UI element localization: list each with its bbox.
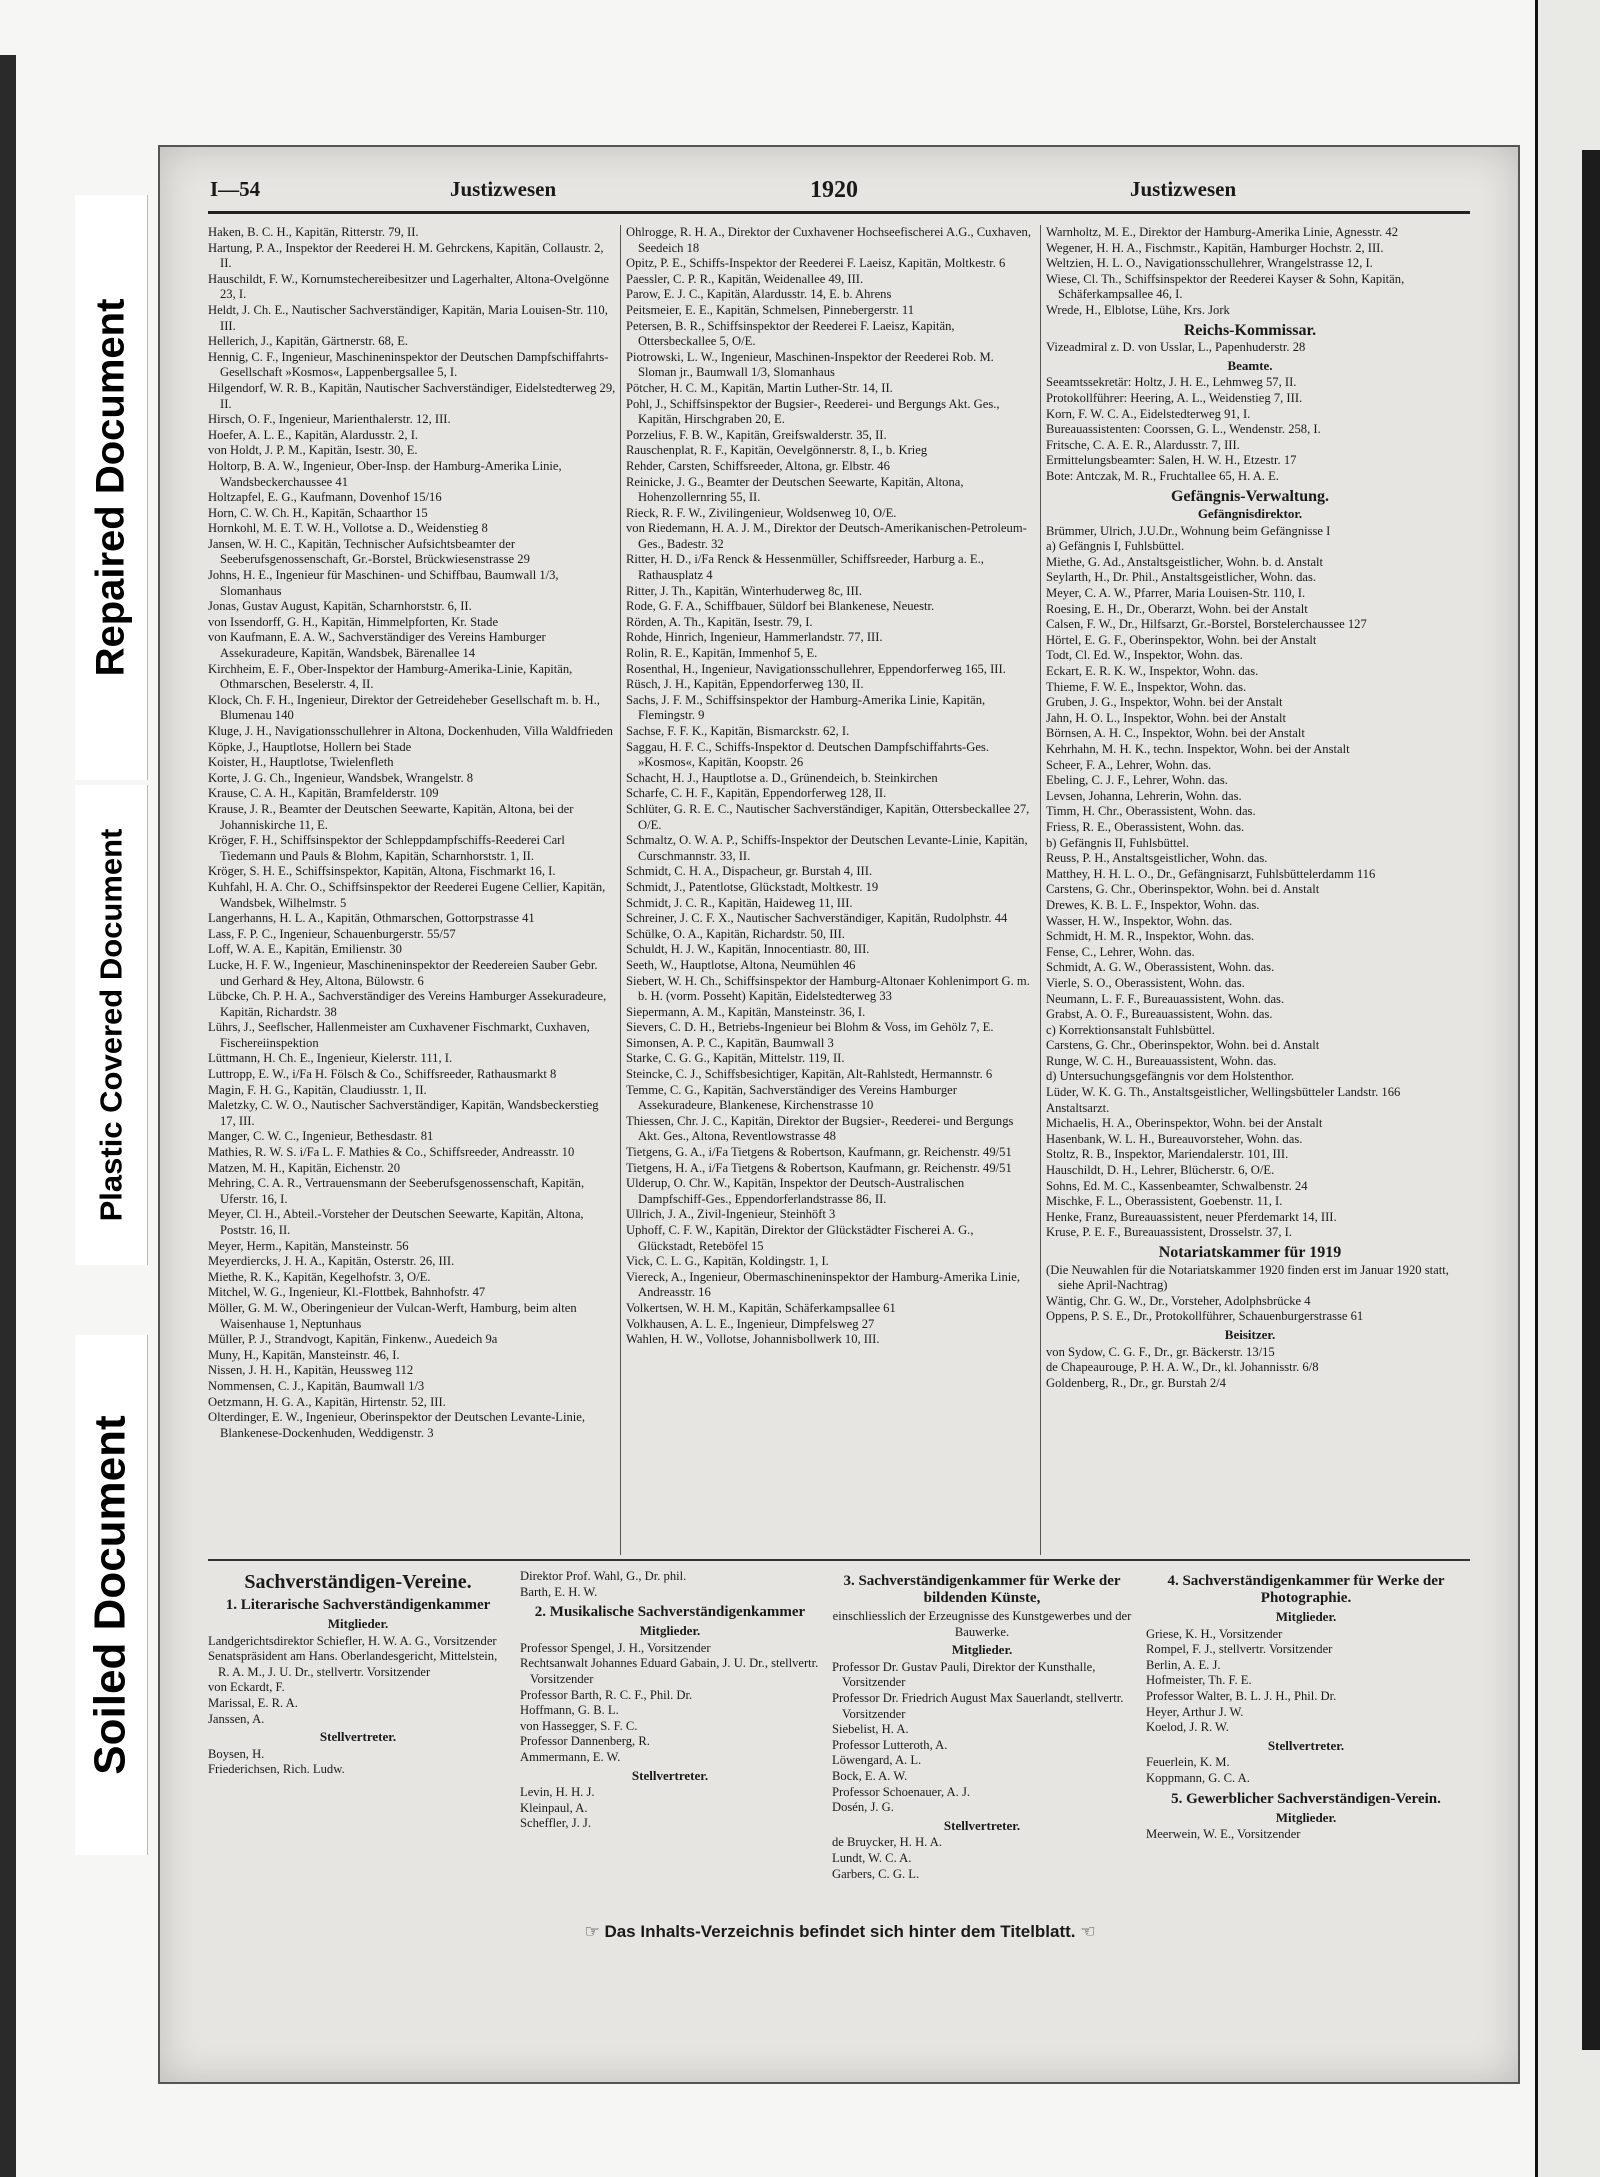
column-divider [620, 225, 621, 1555]
prison-staff-entry: Lüder, W. K. G. Th., Anstaltsgeistlicher, Wellingsbütteler Landstr. 166 [1046, 1085, 1401, 1100]
directory-entry: Kluge, J. H., Navigationsschullehrer in Altona, Dockenhuden, Villa Waldfrieden [208, 724, 613, 738]
member-entry: von Hassegger, S. F. C. [520, 1718, 638, 1733]
prison-staff-entry: Gruben, J. G., Inspektor, Wohn. bei der Anstalt [1046, 695, 1283, 710]
directory-entry: Kröger, S. H. E., Schiffsinspektor, Kapitän, Altona, Fischmarkt 16, I. [208, 864, 556, 879]
directory-entry: Schacht, H. J., Hauptlotse a. D., Grünendeich, b. Steinkirchen [626, 770, 938, 785]
directory-entry: Meyerdiercks, J. H. A., Kapitän, Osterstr. 26, III. [208, 1254, 455, 1269]
directory-entry: Magin, F. H. G., Kapitän, Claudiusstr. 1, II. [208, 1082, 427, 1097]
prison-staff-entry: Carstens, G. Chr., Oberinspektor, Wohn. bei d. Anstalt [1046, 882, 1320, 897]
directory-entry: Schreiner, J. C. F. X., Nautischer Sachverständiger, Kapitän, Rudolphstr. 44 [626, 911, 1008, 926]
directory-entry: Parow, E. J. C., Kapitän, Alardusstr. 14, E. b. Ahrens [626, 287, 892, 302]
deputy-entry: Lundt, W. C. A. [832, 1850, 912, 1865]
directory-entry: Meyer, Cl. H., Abteil.-Vorsteher der Deutschen Seewarte, Kapitän, Altona, Poststr. 16, II. [208, 1207, 584, 1237]
directory-entry: Koister, H., Hauptlotse, Twielenfleth [208, 755, 394, 770]
section-note: einschliesslich der Erzeugnisse des Kunstgewerbes und der Bauwerke. [832, 1609, 1132, 1639]
directory-entry: Wiese, Cl. Th., Schiffsinspektor der Reederei Kayser & Sohn, Kapitän, Schäferkampsallee 46, I. [1046, 271, 1405, 302]
prison-staff-entry: Thieme, F. W. E., Inspektor, Wohn. das. [1046, 679, 1247, 694]
prison-staff-entry: Schmidt, H. M. R., Inspektor, Wohn. das. [1046, 929, 1255, 944]
directory-entry: Vick, C. L. G., Kapitän, Koldingstr. 1, I. [626, 1254, 829, 1269]
directory-entry: Rode, G. F. A., Schiffbauer, Süldorf bei Blankenese, Neuestr. [626, 599, 935, 614]
section-heading: 3. Sachverständigenkammer für Werke der bildenden Künste, [843, 1573, 1121, 1606]
pointing-hand-icon: ☞ [584, 1922, 605, 1941]
scan-edge-left [0, 55, 16, 2177]
header-rule [208, 211, 1470, 214]
notary-entry: Wäntig, Chr. G. W., Dr., Vorsteher, Adolphsbrücke 4 [1046, 1293, 1311, 1308]
directory-entry: Hoefer, A. L. E., Kapitän, Alardusstr. 2, I. [208, 427, 419, 442]
directory-entry: Rolin, R. E., Kapitän, Immenhof 5, E. [626, 646, 818, 661]
tab-repaired-document[interactable] [75, 195, 148, 780]
prison-staff-entry: Vierle, S. O., Oberassistent, Wohn. das. [1046, 975, 1245, 990]
tab-label: Plastic Covered Document [93, 828, 129, 1222]
directory-entry: Holtzapfel, E. G., Kaufmann, Dovenhof 15/16 [208, 490, 442, 505]
directory-entry: Ullrich, J. A., Zivil-Ingenieur, Steinhöft 3 [626, 1207, 836, 1222]
directory-entry: Tietgens, H. A., i/Fa Tietgens & Robertson, Kaufmann, gr. Reichenstr. 49/51 [626, 1160, 1012, 1175]
directory-entry: Ohlrogge, R. H. A., Direktor der Cuxhavener Hochseefischerei A.G., Cuxhaven, Seedeich 18 [626, 225, 1031, 255]
official-entry: Protokollführer: Heering, A. L., Weidenstieg 7, III. [1046, 390, 1303, 405]
directory-entry: Rehder, Carsten, Schiffsreeder, Altona, gr. Elbstr. 46 [626, 458, 890, 473]
member-entry: Professor Dr. Friedrich August Max Sauerlandt, stellvertr. Vorsitzender [832, 1690, 1124, 1721]
deputy-entry: Boysen, H. [208, 1746, 265, 1761]
scan-edge-right-shadow [1582, 150, 1600, 2050]
document-page [158, 145, 1520, 2084]
prison-staff-entry: Roesing, E. H., Dr., Oberarzt, Wohn. bei der Anstalt [1046, 601, 1308, 616]
deputies-heading: Stellvertreter. [1267, 1737, 1345, 1753]
member-entry: Direktor Prof. Wahl, G., Dr. phil. [520, 1569, 687, 1583]
directory-entry: Maletzky, C. W. O., Nautischer Sachverständiger, Kapitän, Wandsbeckerstieg 17, III. [208, 1098, 599, 1128]
beamte-heading: Beamte. [1227, 357, 1273, 373]
directory-entry: Paessler, C. P. R., Kapitän, Weidenallee 49, III. [626, 271, 864, 286]
member-entry: Heyer, Arthur J. W. [1146, 1704, 1244, 1719]
prison-staff-entry: Calsen, F. W., Dr., Hilfsarzt, Gr.-Borstel, Borstelerchaussee 127 [1046, 617, 1367, 632]
directory-entry: Wegener, H. H. A., Fischmstr., Kapitän, Hamburger Hochstr. 2, III. [1046, 240, 1384, 255]
section-heading: 5. Gewerblicher Sachverständigen-Verein. [1171, 1790, 1441, 1807]
prison-staff-entry: Brümmer, Ulrich, J.U.Dr., Wohnung beim Gefängnisse I [1046, 523, 1331, 538]
directory-entry: Miethe, R. K., Kapitän, Kegelhofstr. 3, O/E. [208, 1269, 431, 1284]
prison-staff-entry: Wasser, H. W., Inspektor, Wohn. das. [1046, 913, 1233, 928]
directory-entry: Langerhanns, H. L. A., Kapitän, Othmarschen, Gottorpstrasse 41 [208, 911, 535, 926]
deputy-entry: Kleinpaul, A. [520, 1800, 588, 1815]
directory-entry: Pötcher, H. C. M., Kapitän, Martin Luther-Str. 14, II. [626, 380, 893, 395]
directory-entry: Heldt, J. Ch. E., Nautischer Sachverständiger, Kapitän, Maria Louisen-Str. 110, III. [208, 302, 608, 333]
directory-entry: Schmaltz, O. W. A. P., Schiffs-Inspektor der Deutschen Levante-Linie, Kapitän, Curschmannstr. 33, II. [626, 833, 1028, 863]
gefaengnis-verwaltung-heading: Gefängnis-Verwaltung. [1170, 487, 1330, 505]
directory-entry: Sievers, C. D. H., Betriebs-Ingenieur bei Blohm & Voss, im Gehölz 7, E. [626, 1020, 994, 1035]
prison-staff-entry: Ebeling, C. J. F., Lehrer, Wohn. das. [1046, 773, 1228, 788]
bottom-column-4 [1146, 1569, 1466, 1843]
directory-entry: Scharfe, C. H. F., Kapitän, Eppendorferweg 128, II. [626, 786, 887, 801]
directory-entry: Saggau, H. F. C., Schiffs-Inspektor d. Deutschen Dampfschiffahrts-Ges. »Kosmos«, Kapitän, Koopstr. 26 [626, 739, 989, 770]
directory-entry: Sachs, J. F. M., Schiffsinspektor der Hamburg-Amerika Linie, Kapitän, Flemingstr. 9 [626, 692, 986, 723]
deputies-heading: Stellvertreter. [319, 1729, 397, 1745]
directory-entry: Schmidt, J. C. R., Kapitän, Haideweg 11, III. [626, 895, 853, 910]
directory-entry: Weltzien, H. L. O., Navigationsschullehrer, Wrangelstrasse 12, I. [1046, 256, 1373, 271]
member-entry: Professor Dr. Gustav Pauli, Direktor der Kunsthalle, Vorsitzender [832, 1659, 1096, 1690]
directory-entry: Viereck, A., Ingenieur, Obermaschineninspektor der Hamburg-Amerika Linie, Andreasstr. 16 [626, 1269, 1021, 1300]
prison-staff-entry: Drewes, K. B. L. F., Inspektor, Wohn. das. [1046, 897, 1260, 912]
directory-entry: Holtorp, B. A. W., Ingenieur, Ober-Insp. der Hamburg-Amerika Linie, Wandsbeckerchaussee 41 [208, 458, 562, 489]
directory-entry: Möller, G. M. W., Oberingenieur der Vulcan-Werft, Hamburg, beim alten Waisenhause 1, Neptunhaus [208, 1300, 577, 1331]
directory-entry: Krause, J. R., Beamter der Deutschen Seewarte, Kapitän, Altona, bei der Johanniskirche 11, E. [208, 801, 574, 832]
prison-staff-entry: a) Gefängnis I, Fuhlsbüttel. [1046, 539, 1185, 554]
directory-entry: Lübcke, Ch. P. H. A., Sachverständiger des Vereins Hamburger Assekuradeure, Kapitän, Richardstr. 38 [208, 989, 607, 1019]
member-entry: Professor Lutteroth, A. [832, 1737, 948, 1752]
prison-staff-entry: Fense, C., Lehrer, Wohn. das. [1046, 944, 1195, 959]
member-entry: Marissal, E. R. A. [208, 1695, 298, 1710]
directory-entry: Ritter, J. Th., Kapitän, Winterhuderweg 8c, III. [626, 583, 862, 598]
members-heading: Mitglieder. [639, 1623, 701, 1639]
assessor-entry: Goldenberg, R., Dr., gr. Burstah 2/4 [1046, 1375, 1226, 1390]
header-year: 1920 [810, 177, 858, 203]
prison-staff-entry: Eckart, E. R. K. W., Inspektor, Wohn. das. [1046, 664, 1259, 679]
official-entry: Ermittelungsbeamter: Salen, H. W. H., Etzestr. 17 [1046, 453, 1297, 468]
prison-staff-entry: d) Untersuchungsgefängnis vor dem Holstenthor. [1046, 1069, 1294, 1084]
directory-entry: Rüsch, J. H., Kapitän, Eppendorferweg 130, II. [626, 677, 864, 692]
page-header [210, 177, 1470, 207]
deputy-entry: Feuerlein, K. M. [1146, 1755, 1230, 1770]
directory-entry: Luttropp, E. W., i/Fa H. Fölsch & Co., Schiffsreeder, Rathausmarkt 8 [208, 1067, 557, 1082]
deputy-entry: Koppmann, G. C. A. [1146, 1770, 1250, 1785]
directory-entry: Hirsch, O. F., Ingenieur, Marienthalerstr. 12, III. [208, 412, 451, 427]
notariatskammer-note: (Die Neuwahlen für die Notariatskammer 1920 finden erst im Januar 1920 statt, siehe April-Nachtrag) [1046, 1262, 1449, 1293]
prison-staff-entry: Stoltz, R. B., Inspektor, Mariendalerstr. 101, III. [1046, 1147, 1289, 1162]
directory-entry: Kröger, F. H., Schiffsinspektor der Schleppdampfschiffs-Reederei Carl Tiedemann und Pauls & Blohm, Kapitän, Scharnhorststr. 1, II. [208, 833, 565, 863]
member-entry: Löwengard, A. L. [832, 1753, 922, 1768]
directory-entry: Olterdinger, E. W., Ingenieur, Oberinspektor der Deutschen Levante-Linie, Blankenese-Dockenhuden, Weddigenstr. 3 [208, 1410, 586, 1440]
member-entry: Ammermann, E. W. [520, 1749, 621, 1764]
directory-entry: Müller, P. J., Strandvogt, Kapitän, Finkenw., Auedeich 9a [208, 1332, 498, 1347]
gefaengnisdirektor-heading: Gefängnisdirektor. [1197, 506, 1303, 522]
directory-entry: Schlüter, G. R. E. C., Nautischer Sachverständiger, Kapitän, Ottersbeckallee 27, O/E. [626, 801, 1030, 832]
column-3 [1046, 225, 1454, 1545]
directory-entry: Starke, C. G. G., Kapitän, Mittelstr. 119, II. [626, 1051, 845, 1066]
directory-entry: Steincke, C. J., Schiffsbesichtiger, Kapitän, Alt-Rahlstedt, Hermannstr. 6 [626, 1067, 993, 1082]
prison-staff-entry: c) Korrektionsanstalt Fuhlsbüttel. [1046, 1022, 1215, 1037]
directory-entry: Haken, B. C. H., Kapitän, Ritterstr. 79, II. [208, 225, 419, 239]
condition-tabs [75, 195, 147, 1855]
directory-entry: Peitsmeier, E. E., Kapitän, Schmelsen, Pinnebergerstr. 11 [626, 302, 915, 317]
directory-entry: Hauschildt, F. W., Kornumstechereibesitzer und Lagerhalter, Altona-Ovelgönne 23, I. [208, 271, 610, 302]
directory-entry: Ritter, H. D., i/Fa Renck & Hessenmüller, Schiffsreeder, Harburg a. E., Rathausplatz 4 [626, 552, 984, 583]
section-rule [208, 1559, 1470, 1561]
directory-entry: Lucke, H. F. W., Ingenieur, Maschineninspektor der Reedereien Sauber Gebr. und Gerhard & Hey, Altona, Bülowstr. 6 [208, 957, 598, 988]
directory-entry: Petersen, B. R., Schiffsinspektor der Reederei F. Laeisz, Kapitän, Ottersbeckallee 5, O/E. [626, 318, 955, 349]
section-heading: 2. Musikalische Sachverständigenkammer [534, 1604, 806, 1621]
directory-entry: Temme, C. G., Kapitän, Sachverständiger des Vereins Hamburger Assekuradeure, Blankenese, Kirchenstrasse 10 [626, 1082, 957, 1113]
directory-entry: Opitz, P. E., Schiffs-Inspektor der Reederei F. Laeisz, Kapitän, Moltkestr. 6 [626, 256, 1006, 271]
directory-entry: Lüttmann, H. Ch. E., Ingenieur, Kielerstr. 111, I. [208, 1051, 453, 1066]
directory-entry: Simonsen, A. P. C., Kapitän, Baumwall 3 [626, 1035, 834, 1050]
directory-entry: Oetzmann, H. G. A., Kapitän, Hirtenstr. 52, III. [208, 1394, 446, 1409]
directory-entry: von Kaufmann, E. A. W., Sachverständiger des Vereins Hamburger Assekuradeure, Kapitän, Wandsbek, Bärenallee 14 [208, 630, 546, 661]
member-entry: Griese, K. H., Vorsitzender [1146, 1626, 1283, 1641]
bottom-column-3 [832, 1569, 1132, 1882]
prison-staff-entry: Meyer, C. A. W., Pfarrer, Maria Louisen-Str. 110, I. [1046, 586, 1306, 601]
header-right-title: Justizwesen [1130, 177, 1237, 201]
directory-entry: Volkhausen, A. L. E., Ingenieur, Dimpfelsweg 27 [626, 1316, 875, 1331]
scan-edge-right [1535, 0, 1600, 2177]
directory-entry: Tietgens, G. A., i/Fa Tietgens & Robertson, Kaufmann, gr. Reichenstr. 49/51 [626, 1145, 1012, 1160]
directory-entry: Wrede, H., Elblotse, Lühe, Krs. Jork [1046, 302, 1230, 317]
directory-entry: Mathies, R. W. S. i/Fa L. F. Mathies & Co., Schiffsreeder, Andreasstr. 10 [208, 1145, 575, 1160]
member-entry: Hoffmann, G. B. L. [520, 1703, 619, 1718]
section-heading: 1. Literarische Sachverständigenkammer [225, 1597, 491, 1613]
directory-entry: von Holdt, J. P. M., Kapitän, Isestr. 30, E. [208, 443, 418, 458]
official-entry: Fritsche, C. A. E. R., Alardusstr. 7, III. [1046, 437, 1240, 452]
prison-staff-entry: Jahn, H. O. L., Inspektor, Wohn. bei der Anstalt [1046, 710, 1286, 725]
directory-entry: Mehring, C. A. R., Vertrauensmann der Seeberufsgenossenschaft, Kapitän, Uferstr. 16, I. [208, 1176, 585, 1206]
directory-entry: Sachse, F. F. K., Kapitän, Bismarckstr. 62, I. [626, 724, 850, 738]
directory-entry: Kirchheim, E. F., Ober-Inspektor der Hamburg-Amerika-Linie, Kapitän, Othmarschen, Beselerstr. 4, II. [208, 661, 573, 692]
member-entry: Meerwein, W. E., Vorsitzender [1146, 1827, 1301, 1842]
directory-entry: Manger, C. W. C., Ingenieur, Bethesdastr. 81 [208, 1129, 434, 1144]
prison-staff-entry: Börnsen, A. H. C., Inspektor, Wohn. bei der Anstalt [1046, 726, 1305, 741]
directory-entry: Uphoff, C. F. W., Kapitän, Direktor der Glückstädter Fischerei A. G., Glückstadt, Reteböfel 15 [626, 1223, 974, 1253]
directory-entry: Siebert, W. H. Ch., Schiffsinspektor der Hamburg-Altonaer Kohlenimport G. m. b. H. (vorm. Posseht) Kapitän, Eidelstedterweg 33 [626, 973, 1030, 1004]
reichs-kommissar-entry: Vizeadmiral z. D. von Usslar, L., Papenhuderstr. 28 [1046, 340, 1306, 355]
directory-entry: Hilgendorf, W. R. B., Kapitän, Nautischer Sachverständiger, Eidelstedterweg 29, II. [208, 380, 616, 411]
directory-entry: Warnholtz, M. E., Direktor der Hamburg-Amerika Linie, Agnesstr. 42 [1046, 225, 1398, 239]
directory-entry: Klock, Ch. F. H., Ingenieur, Direktor der Getreideheber Gesellschaft m. b. H., Blumenau 140 [208, 692, 600, 723]
prison-staff-entry: Kruse, P. E. F., Bureauassistent, Drosselstr. 37, I. [1046, 1225, 1292, 1240]
prison-staff-entry: Levsen, Johanna, Lehrerin, Wohn. das. [1046, 788, 1242, 803]
column-2 [626, 225, 1034, 1545]
assessor-entry: von Sydow, C. G. F., Dr., gr. Bäckerstr. 13/15 [1046, 1344, 1275, 1359]
prison-staff-entry: Hauschildt, D. H., Lehrer, Blücherstr. 6, O/E. [1046, 1163, 1275, 1178]
directory-entry: Ulderup, O. Chr. W., Kapitän, Inspektor der Deutsch-Australischen Dampfschiff-Ges., Eppendorferlandstrasse 86, II. [626, 1176, 965, 1206]
directory-entry: Porzelius, F. B. W., Kapitän, Greifswalderstr. 35, II. [626, 427, 887, 442]
bottom-column-2 [520, 1569, 820, 1832]
member-entry: Rechtsanwalt Johannes Eduard Gabain, J. U. Dr., stellvertr. Vorsitzender [520, 1656, 819, 1686]
member-entry: Barth, E. H. W. [520, 1584, 598, 1599]
deputy-entry: de Bruycker, H. H. A. [832, 1835, 943, 1850]
beisitzer-heading: Beisitzer. [1224, 1326, 1276, 1342]
official-entry: Korn, F. W. C. A., Eidelstedterweg 91, I. [1046, 406, 1251, 421]
directory-entry: Hornkohl, M. E. T. W. H., Vollotse a. D., Weidenstieg 8 [208, 521, 488, 536]
directory-entry: Hennig, C. F., Ingenieur, Maschineninspektor der Deutschen Dampfschiffahrts-Gesellschaft »Kosmos«, Lappenbergsallee 5, I. [208, 349, 609, 380]
official-entry: Seeamtssekretär: Holtz, J. H. E., Lehmweg 57, II. [1046, 375, 1297, 390]
prison-staff-entry: Grabst, A. O. F., Bureauassistent, Wohn. das. [1046, 1007, 1273, 1022]
prison-staff-entry: Miethe, G. Ad., Anstaltsgeistlicher, Wohn. b. d. Anstalt [1046, 554, 1324, 569]
member-entry: Professor Barth, R. C. F., Phil. Dr. [520, 1687, 693, 1702]
directory-entry: Thiessen, Chr. J. C., Kapitän, Direktor der Bugsier-, Reederei- und Bergungs Akt. Ges., Altona, Reventlowstrasse 48 [626, 1113, 1014, 1144]
directory-entry: Horn, C. W. Ch. H., Kapitän, Schaarthor 15 [208, 505, 428, 520]
tab-label: Soiled Document [86, 1415, 135, 1775]
prison-staff-entry: Hasenbank, W. L. H., Bureauvorsteher, Wohn. das. [1046, 1131, 1303, 1146]
directory-entry: Volkertsen, W. H. M., Kapitän, Schäferkampsallee 61 [626, 1300, 896, 1315]
notariatskammer-heading: Notariatskammer für 1919 [1158, 1244, 1342, 1261]
deputies-heading: Stellvertreter. [943, 1817, 1021, 1833]
assessor-entry: de Chapeaurouge, P. H. A. W., Dr., kl. Johannisstr. 6/8 [1046, 1360, 1319, 1375]
directory-entry: Hellerich, J., Kapitän, Gärtnerstr. 68, E. [208, 334, 409, 349]
member-entry: Hofmeister, Th. F. E. [1146, 1673, 1252, 1688]
tab-label: Repaired Document [88, 298, 133, 677]
footnote [260, 1922, 1420, 1942]
directory-entry: Nommensen, C. J., Kapitän, Baumwall 1/3 [208, 1378, 425, 1393]
column-1 [208, 225, 616, 1545]
directory-entry: Rosenthal, H., Ingenieur, Navigationsschullehrer, Eppendorferweg 165, III. [626, 661, 1006, 676]
prison-staff-entry: Reuss, P. H., Anstaltsgeistlicher, Wohn. das. [1046, 851, 1268, 866]
prison-staff-entry: Seylarth, H., Dr. Phil., Anstaltsgeistlicher, Wohn. das. [1046, 570, 1317, 585]
directory-entry: Jansen, W. H. C., Kapitän, Technischer Aufsichtsbeamter der Seeberufsgenossenschaft, Gr.-Borstel, Brückwiesenstrasse 29 [208, 536, 530, 567]
official-entry: Bureauassistenten: Coorssen, G. L., Wendenstr. 258, I. [1046, 422, 1321, 437]
directory-entry: Wahlen, H. W., Vollotse, Johannisbollwerk 10, III. [626, 1332, 880, 1347]
pointing-hand-icon: ☜ [1080, 1922, 1096, 1941]
page-number: I—54 [210, 177, 261, 201]
prison-staff-entry: Carstens, G. Chr., Oberinspektor, Wohn. bei d. Anstalt [1046, 1038, 1320, 1053]
member-entry: Janssen, A. [208, 1711, 265, 1726]
directory-entry: Köpke, J., Hauptlotse, Hollern bei Stade [208, 739, 412, 754]
directory-entry: von Issendorff, G. H., Kapitän, Himmelpforten, Kr. Stade [208, 614, 499, 629]
directory-entry: Nissen, J. H. H., Kapitän, Heussweg 112 [208, 1363, 414, 1378]
prison-staff-entry: Mischke, F. L., Oberassistent, Goebenstr. 11, I. [1046, 1194, 1283, 1209]
member-entry: Siebelist, H. A. [832, 1722, 909, 1737]
prison-staff-entry: Friess, R. E., Oberassistent, Wohn. das. [1046, 819, 1245, 834]
directory-entry: Mitchel, W. G., Ingenieur, Kl.-Flottbek, Bahnhofstr. 47 [208, 1285, 486, 1300]
member-entry: Professor Dannenberg, R. [520, 1734, 650, 1749]
prison-staff-entry: Todt, Cl. Ed. W., Inspektor, Wohn. das. [1046, 648, 1243, 663]
member-entry: von Eckardt, F. [208, 1680, 285, 1695]
directory-entry: Seeth, W., Hauptlotse, Altona, Neumühlen 46 [626, 957, 856, 972]
prison-staff-entry: Henke, Franz, Bureauassistent, neuer Pferdemarkt 14, III. [1046, 1209, 1337, 1224]
directory-entry: Schmidt, J., Patentlotse, Glückstadt, Moltkestr. 19 [626, 879, 879, 894]
deputy-entry: Garbers, C. G. L. [832, 1866, 920, 1881]
deputy-entry: Friederichsen, Rich. Ludw. [208, 1762, 345, 1777]
reichs-kommissar-heading: Reichs-Kommissar. [1183, 321, 1317, 339]
prison-staff-entry: Schmidt, A. G. W., Oberassistent, Wohn. das. [1046, 960, 1275, 975]
directory-entry: von Riedemann, H. A. J. M., Direktor der Deutsch-Amerikanischen-Petroleum-Ges., Badestr. 32 [626, 521, 1027, 551]
prison-staff-entry: Timm, H. Chr., Oberassistent, Wohn. das. [1046, 804, 1256, 819]
deputy-entry: Scheffler, J. J. [520, 1816, 591, 1831]
member-entry: Berlin, A. E. J. [1146, 1657, 1221, 1672]
prison-staff-entry: b) Gefängnis II, Fuhlsbüttel. [1046, 835, 1190, 850]
member-entry: Dosén, J. G. [832, 1800, 894, 1815]
prison-staff-entry: Michaelis, H. A., Oberinspektor, Wohn. bei der Anstalt [1046, 1116, 1323, 1131]
prison-staff-entry: Runge, W. C. H., Bureauassistent, Wohn. das. [1046, 1053, 1277, 1068]
directory-entry: Hartung, P. A., Inspektor der Reederei H. M. Gehrckens, Kapitän, Collaustr. 2, II. [208, 240, 604, 271]
directory-entry: Piotrowski, L. W., Ingenieur, Maschinen-Inspektor der Reederei Rob. M. Sloman jr., Baumwall 1/3, Slomanhaus [626, 349, 994, 380]
member-entry: Professor Schoenauer, A. J. [832, 1784, 971, 1799]
tab-plastic-covered-document[interactable] [75, 785, 148, 1265]
tab-soiled-document[interactable] [75, 1335, 148, 1855]
prison-staff-entry: Anstaltsarzt. [1046, 1100, 1110, 1115]
directory-entry: Kuhfahl, H. A. Chr. O., Schiffsinspektor der Reederei Eugene Cellier, Kapitän, Wandsbek, Wilhelmstr. 5 [208, 879, 606, 910]
prison-staff-entry: Matthey, H. H. L. O., Dr., Gefängnisarzt, Fuhlsbüttelerdamm 116 [1046, 866, 1376, 881]
prison-staff-entry: Hörtel, E. G. F., Oberinspektor, Wohn. bei der Anstalt [1046, 632, 1317, 647]
bottom-column-1 [208, 1569, 508, 1778]
prison-staff-entry: Kehrhahn, M. H. K., techn. Inspektor, Wohn. bei der Anstalt [1046, 742, 1350, 756]
directory-entry: Siepermann, A. M., Kapitän, Mansteinstr. 36, I. [626, 1004, 866, 1019]
prison-staff-entry: Sohns, Ed. M. C., Kassenbeamter, Schwalbenstr. 24 [1046, 1178, 1308, 1193]
section-heading: 4. Sachverständigenkammer für Werke der Photographie. [1167, 1573, 1445, 1606]
directory-entry: Pohl, J., Schiffsinspektor der Bugsier-, Reederei- und Bergungs Akt. Ges., Kapitän, Hirschgraben 20, E. [626, 396, 1000, 427]
directory-entry: Lührs, J., Seeflscher, Hallenmeister am Cuxhavener Fischmarkt, Cuxhaven, Fischereiinspektion [208, 1020, 590, 1050]
directory-entry: Schuldt, H. J. W., Kapitän, Innocentiastr. 80, III. [626, 942, 870, 957]
deputy-entry: Levin, H. H. J. [520, 1785, 595, 1800]
directory-entry: Rieck, R. F. W., Zivilingenieur, Woldsenweg 10, O/E. [626, 505, 897, 520]
footnote-text: Das Inhalts-Verzeichnis befindet sich hinter dem Titelblatt. [604, 1922, 1076, 1941]
official-entry: Bote: Antczak, M. R., Fruchtallee 65, H. A. E. [1046, 468, 1279, 483]
members-heading: Mitglieder. [1275, 1809, 1337, 1825]
directory-entry: Reinicke, J. G., Beamter der Deutschen Seewarte, Kapitän, Altona, Hohenzollernring 55, II. [626, 474, 964, 505]
directory-entry: Korte, J. G. Ch., Ingenieur, Wandsbek, Wrangelstr. 8 [208, 770, 474, 785]
members-heading: Mitglieder. [1275, 1609, 1337, 1624]
member-entry: Landgerichtsdirektor Schiefler, H. W. A. G., Vorsitzender [208, 1633, 497, 1648]
directory-entry: Rörden, A. Th., Kapitän, Isestr. 79, I. [626, 614, 813, 629]
directory-entry: Schmidt, C. H. A., Dispacheur, gr. Burstah 4, III. [626, 864, 873, 879]
sachverstaendigen-vereine-heading: Sachverständigen-Vereine. [244, 1571, 472, 1593]
member-entry: Professor Spengel, J. H., Vorsitzender [520, 1640, 711, 1655]
deputies-heading: Stellvertreter. [631, 1767, 709, 1783]
directory-entry: Rohde, Hinrich, Ingenieur, Hammerlandstr. 77, III. [626, 630, 883, 645]
member-entry: Professor Walter, B. L. J. H., Phil. Dr. [1146, 1688, 1337, 1703]
directory-entry: Loff, W. A. E., Kapitän, Emilienstr. 30 [208, 942, 402, 957]
directory-entry: Rauschenplat, R. F., Kapitän, Oevelgönnerstr. 8, I., b. Krieg [626, 443, 928, 458]
column-divider [1040, 225, 1041, 1555]
directory-entry: Muny, H., Kapitän, Mansteinstr. 46, I. [208, 1347, 400, 1362]
directory-entry: Krause, C. A. H., Kapitän, Bramfelderstr. 109 [208, 786, 439, 801]
member-entry: Koelod, J. R. W. [1146, 1720, 1229, 1735]
members-heading: Mitglieder. [327, 1616, 389, 1631]
directory-entry: Meyer, Herm., Kapitän, Mansteinstr. 56 [208, 1238, 409, 1253]
prison-staff-entry: Scheer, F. A., Lehrer, Wohn. das. [1046, 757, 1212, 772]
notary-entry: Oppens, P. S. E., Dr., Protokollführer, Schauenburgerstrasse 61 [1046, 1309, 1364, 1324]
directory-entry: Lass, F. P. C., Ingenieur, Schauenburgerstr. 55/57 [208, 926, 456, 941]
members-heading: Mitglieder. [951, 1642, 1013, 1658]
directory-entry: Johns, H. E., Ingenieur für Maschinen- und Schiffbau, Baumwall 1/3, Slomanhaus [208, 568, 559, 598]
header-left-title: Justizwesen [450, 177, 557, 201]
prison-staff-entry: Neumann, L. F. F., Bureauassistent, Wohn. das. [1046, 991, 1285, 1006]
directory-entry: Jonas, Gustav August, Kapitän, Scharnhorststr. 6, II. [208, 599, 472, 614]
directory-entry: Matzen, M. H., Kapitän, Eichenstr. 20 [208, 1160, 401, 1175]
member-entry: Senatspräsident am Hans. Oberlandesgericht, Mittelstein, R. A. M., J. U. Dr., stellvertr. Vorsitzender [208, 1649, 498, 1679]
member-entry: Rompel, F. J., stellvertr. Vorsitzender [1146, 1642, 1333, 1657]
directory-entry: Schülke, O. A., Kapitän, Richardstr. 50, III. [626, 926, 845, 941]
member-entry: Bock, E. A. W. [832, 1768, 908, 1783]
